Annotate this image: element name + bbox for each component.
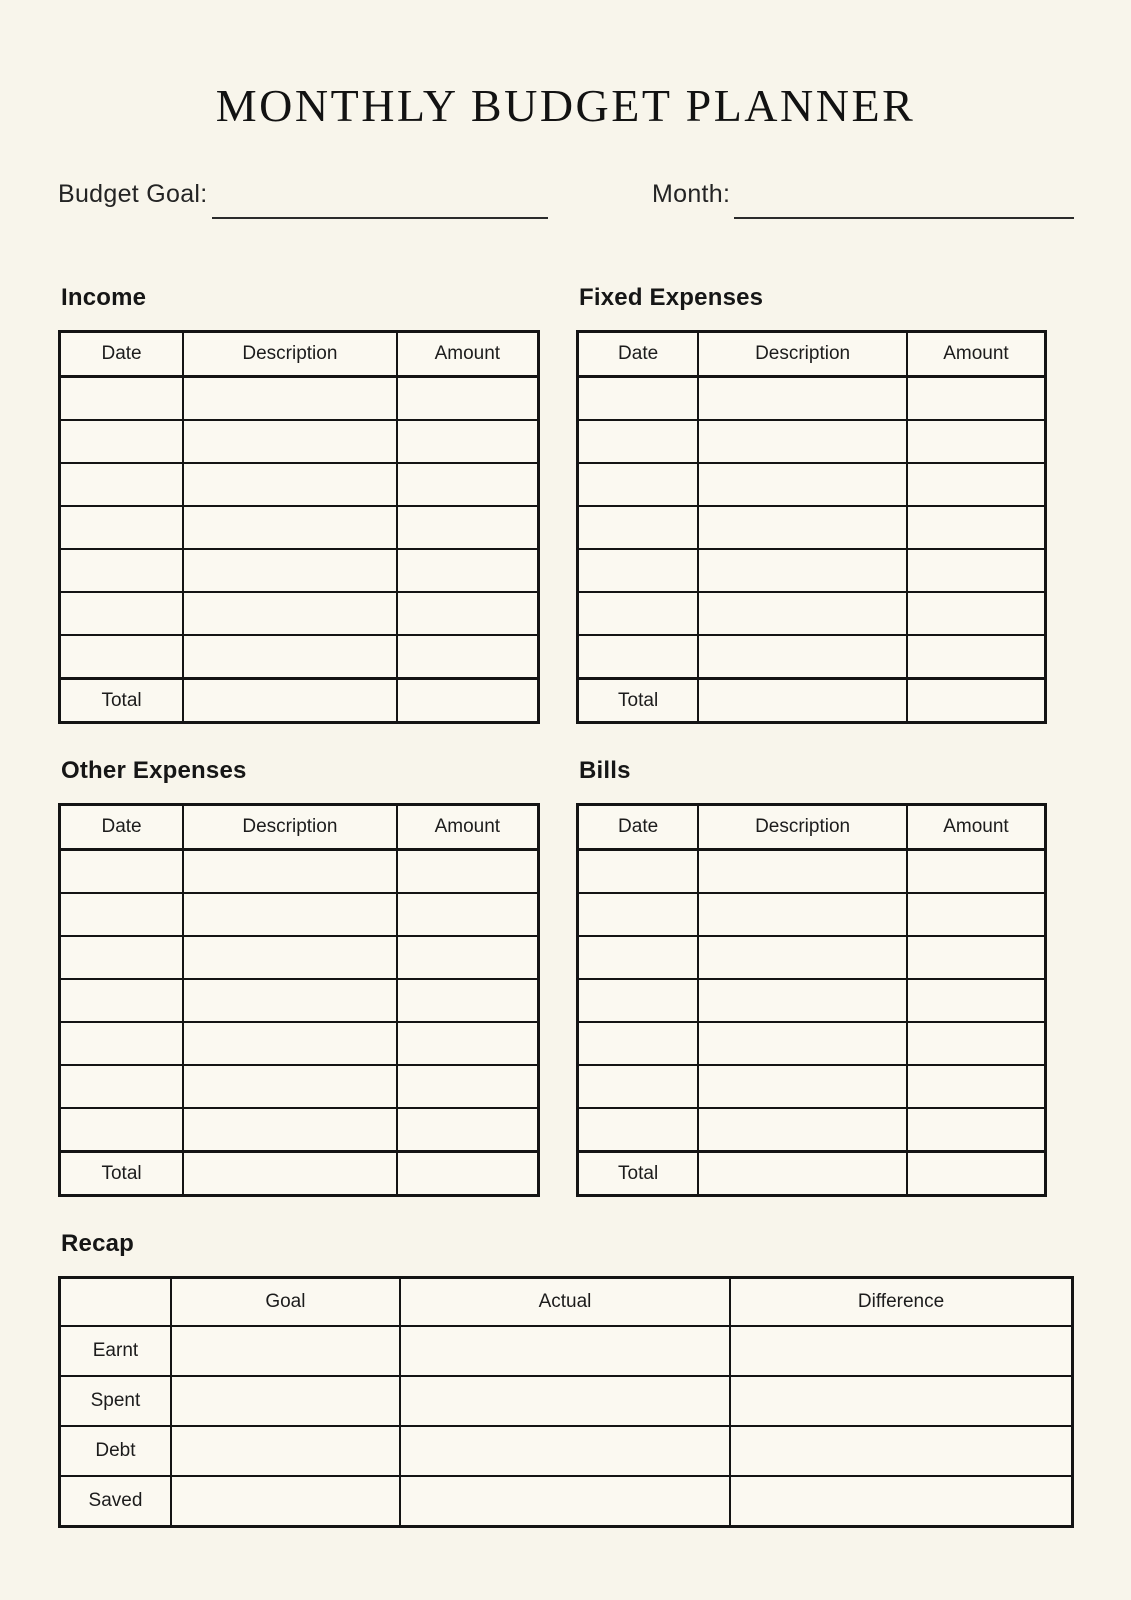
fixed-expenses-empty-cell (578, 463, 699, 506)
header-fields (58, 179, 1074, 210)
fixed-expenses-empty-cell (698, 506, 907, 549)
income-total-label: Total (60, 679, 184, 723)
bills-empty-cell (907, 850, 1046, 894)
recap-debt-actual-cell (400, 1426, 730, 1476)
other-expenses-total-row (60, 1152, 539, 1196)
other-expenses-empty-cell (60, 936, 184, 979)
recap-column-header-goal: Goal (171, 1278, 400, 1327)
fixed-expenses-empty-cell (698, 549, 907, 592)
bills-empty-cell (698, 1065, 907, 1108)
recap-row-label-earnt: Earnt (60, 1326, 171, 1376)
recap-saved-difference-cell (730, 1476, 1072, 1527)
fixed-expenses-row (578, 420, 1046, 463)
other-expenses-total-label: Total (60, 1152, 184, 1196)
fixed-expenses-empty-cell (907, 635, 1046, 679)
other-expenses-row (60, 1065, 539, 1108)
bills-row (578, 893, 1046, 936)
bills-empty-cell (578, 850, 699, 894)
month-line (734, 217, 1074, 219)
bills-empty-cell (907, 893, 1046, 936)
income-empty-cell (397, 549, 539, 592)
recap-column-header-actual: Actual (400, 1278, 730, 1327)
other-expenses-empty-cell (397, 979, 539, 1022)
fixed-expenses-empty-cell (698, 635, 907, 679)
bills-row (578, 1022, 1046, 1065)
other-expenses-row (60, 979, 539, 1022)
recap-row-label-spent: Spent (60, 1376, 171, 1426)
other-expenses-row (60, 893, 539, 936)
other-expenses-row (60, 1108, 539, 1152)
fixed-expenses-table (576, 330, 1047, 724)
section-fixed-expenses (576, 284, 1047, 724)
bills-row (578, 850, 1046, 894)
income-empty-cell (183, 549, 397, 592)
income-table (58, 330, 540, 724)
fixed-expenses-row (578, 506, 1046, 549)
income-empty-cell (183, 463, 397, 506)
income-empty-cell (183, 635, 397, 679)
other-expenses-empty-cell (397, 936, 539, 979)
income-row (60, 506, 539, 549)
income-empty-cell (60, 420, 184, 463)
recap-spent-goal-cell (171, 1376, 400, 1426)
recap-saved-goal-cell (171, 1476, 400, 1527)
recap-row-label-debt: Debt (60, 1426, 171, 1476)
budget-goal-field (58, 179, 548, 210)
recap-row-debt (60, 1426, 1073, 1476)
other-expenses-empty-cell (60, 1108, 184, 1152)
fixed-expenses-empty-cell (698, 592, 907, 635)
bills-empty-cell (578, 1022, 699, 1065)
fixed-expenses-row (578, 377, 1046, 421)
recap-row-earnt (60, 1326, 1073, 1376)
fixed-expenses-empty-cell (578, 549, 699, 592)
recap-debt-goal-cell (171, 1426, 400, 1476)
fixed-expenses-row (578, 463, 1046, 506)
bills-table (576, 803, 1047, 1197)
fixed-expenses-total-description-cell (698, 679, 907, 723)
bills-total-description-cell (698, 1152, 907, 1196)
budget-goal-label: Budget Goal: (58, 180, 208, 209)
fixed-expenses-empty-cell (907, 549, 1046, 592)
section-heading-recap: Recap (61, 1230, 135, 1258)
recap-earnt-difference-cell (730, 1326, 1072, 1376)
recap-row-saved (60, 1476, 1073, 1527)
income-total-description-cell (183, 679, 397, 723)
bills-empty-cell (698, 936, 907, 979)
bills-empty-cell (907, 936, 1046, 979)
fixed-expenses-empty-cell (907, 377, 1046, 421)
recap-column-header-difference: Difference (730, 1278, 1072, 1327)
bills-empty-cell (907, 979, 1046, 1022)
other-expenses-empty-cell (397, 893, 539, 936)
fixed-expenses-total-label: Total (578, 679, 699, 723)
page-title: MONTHLY BUDGET PLANNER (215, 80, 916, 131)
other-expenses-empty-cell (183, 1065, 397, 1108)
fixed-expenses-row (578, 549, 1046, 592)
fixed-expenses-total-amount-cell (907, 679, 1046, 723)
bills-empty-cell (578, 936, 699, 979)
fixed-expenses-empty-cell (698, 377, 907, 421)
fixed-expenses-empty-cell (578, 506, 699, 549)
income-empty-cell (397, 463, 539, 506)
income-header-row (60, 332, 539, 377)
bills-row (578, 936, 1046, 979)
income-empty-cell (183, 506, 397, 549)
fixed-expenses-total-row (578, 679, 1046, 723)
income-column-header-date: Date (60, 332, 184, 377)
fixed-expenses-empty-cell (698, 463, 907, 506)
other-expenses-empty-cell (60, 979, 184, 1022)
income-empty-cell (60, 377, 184, 421)
fixed-expenses-empty-cell (698, 420, 907, 463)
bills-empty-cell (578, 893, 699, 936)
fixed-expenses-row (578, 592, 1046, 635)
recap-earnt-goal-cell (171, 1326, 400, 1376)
bills-empty-cell (907, 1022, 1046, 1065)
other-expenses-total-description-cell (183, 1152, 397, 1196)
recap-row-label-saved: Saved (60, 1476, 171, 1527)
fixed-expenses-column-header-amount: Amount (907, 332, 1046, 377)
other-expenses-row (60, 850, 539, 894)
bills-row (578, 979, 1046, 1022)
section-heading-bills: Bills (579, 757, 631, 785)
bills-empty-cell (578, 979, 699, 1022)
fixed-expenses-header-row (578, 332, 1046, 377)
income-empty-cell (60, 592, 184, 635)
other-expenses-empty-cell (183, 936, 397, 979)
income-total-amount-cell (397, 679, 539, 723)
fixed-expenses-empty-cell (907, 463, 1046, 506)
bills-empty-cell (907, 1108, 1046, 1152)
bills-row (578, 1108, 1046, 1152)
other-expenses-empty-cell (397, 1065, 539, 1108)
other-expenses-empty-cell (183, 979, 397, 1022)
section-other-expenses (58, 757, 540, 1197)
other-expenses-column-header-description: Description (183, 805, 397, 850)
bills-empty-cell (698, 850, 907, 894)
fixed-expenses-empty-cell (907, 592, 1046, 635)
bills-empty-cell (698, 979, 907, 1022)
recap-row-spent (60, 1376, 1073, 1426)
other-expenses-empty-cell (60, 850, 184, 894)
fixed-expenses-empty-cell (578, 377, 699, 421)
other-expenses-column-header-date: Date (60, 805, 184, 850)
recap-spent-actual-cell (400, 1376, 730, 1426)
recap-spent-difference-cell (730, 1376, 1072, 1426)
fixed-expenses-column-header-description: Description (698, 332, 907, 377)
income-total-row (60, 679, 539, 723)
income-row (60, 377, 539, 421)
income-empty-cell (397, 592, 539, 635)
fixed-expenses-empty-cell (907, 420, 1046, 463)
month-label: Month: (652, 180, 731, 209)
other-expenses-total-amount-cell (397, 1152, 539, 1196)
other-expenses-empty-cell (183, 1108, 397, 1152)
budget-goal-line (212, 217, 548, 219)
bills-column-header-amount: Amount (907, 805, 1046, 850)
other-expenses-empty-cell (183, 850, 397, 894)
income-empty-cell (183, 377, 397, 421)
income-empty-cell (60, 549, 184, 592)
section-income (58, 284, 540, 724)
income-empty-cell (397, 420, 539, 463)
recap-column-header-blank (60, 1278, 171, 1327)
month-field (652, 179, 1074, 210)
other-expenses-empty-cell (397, 1108, 539, 1152)
bills-empty-cell (907, 1065, 1046, 1108)
recap-earnt-actual-cell (400, 1326, 730, 1376)
fixed-expenses-column-header-date: Date (578, 332, 699, 377)
income-empty-cell (60, 463, 184, 506)
bills-column-header-description: Description (698, 805, 907, 850)
section-bills (576, 757, 1047, 1197)
section-heading-income: Income (61, 284, 147, 312)
income-empty-cell (183, 592, 397, 635)
income-row (60, 463, 539, 506)
other-expenses-empty-cell (397, 1022, 539, 1065)
income-empty-cell (397, 377, 539, 421)
income-empty-cell (397, 635, 539, 679)
bills-total-label: Total (578, 1152, 699, 1196)
section-heading-other-expenses: Other Expenses (61, 757, 247, 785)
fixed-expenses-empty-cell (907, 506, 1046, 549)
other-expenses-row (60, 1022, 539, 1065)
other-expenses-empty-cell (183, 893, 397, 936)
other-expenses-empty-cell (60, 1022, 184, 1065)
recap-saved-actual-cell (400, 1476, 730, 1527)
bills-empty-cell (698, 1108, 907, 1152)
budget-tables-grid (58, 284, 1073, 1197)
other-expenses-table (58, 803, 540, 1197)
bills-column-header-date: Date (578, 805, 699, 850)
income-empty-cell (183, 420, 397, 463)
fixed-expenses-empty-cell (578, 420, 699, 463)
recap-debt-difference-cell (730, 1426, 1072, 1476)
recap-section (58, 1230, 1074, 1528)
fixed-expenses-empty-cell (578, 635, 699, 679)
income-row (60, 420, 539, 463)
fixed-expenses-empty-cell (578, 592, 699, 635)
bills-empty-cell (578, 1065, 699, 1108)
income-column-header-description: Description (183, 332, 397, 377)
bills-total-amount-cell (907, 1152, 1046, 1196)
other-expenses-row (60, 936, 539, 979)
income-empty-cell (60, 635, 184, 679)
other-expenses-empty-cell (60, 1065, 184, 1108)
section-heading-fixed-expenses: Fixed Expenses (579, 284, 764, 312)
bills-total-row (578, 1152, 1046, 1196)
other-expenses-empty-cell (397, 850, 539, 894)
income-empty-cell (397, 506, 539, 549)
bills-empty-cell (698, 1022, 907, 1065)
income-empty-cell (60, 506, 184, 549)
recap-header-row (60, 1278, 1073, 1327)
income-row (60, 592, 539, 635)
fixed-expenses-row (578, 635, 1046, 679)
bills-header-row (578, 805, 1046, 850)
income-row (60, 635, 539, 679)
other-expenses-column-header-amount: Amount (397, 805, 539, 850)
bills-row (578, 1065, 1046, 1108)
other-expenses-empty-cell (60, 893, 184, 936)
other-expenses-empty-cell (183, 1022, 397, 1065)
other-expenses-header-row (60, 805, 539, 850)
bills-empty-cell (578, 1108, 699, 1152)
income-row (60, 549, 539, 592)
recap-table (58, 1276, 1074, 1528)
bills-empty-cell (698, 893, 907, 936)
income-column-header-amount: Amount (397, 332, 539, 377)
